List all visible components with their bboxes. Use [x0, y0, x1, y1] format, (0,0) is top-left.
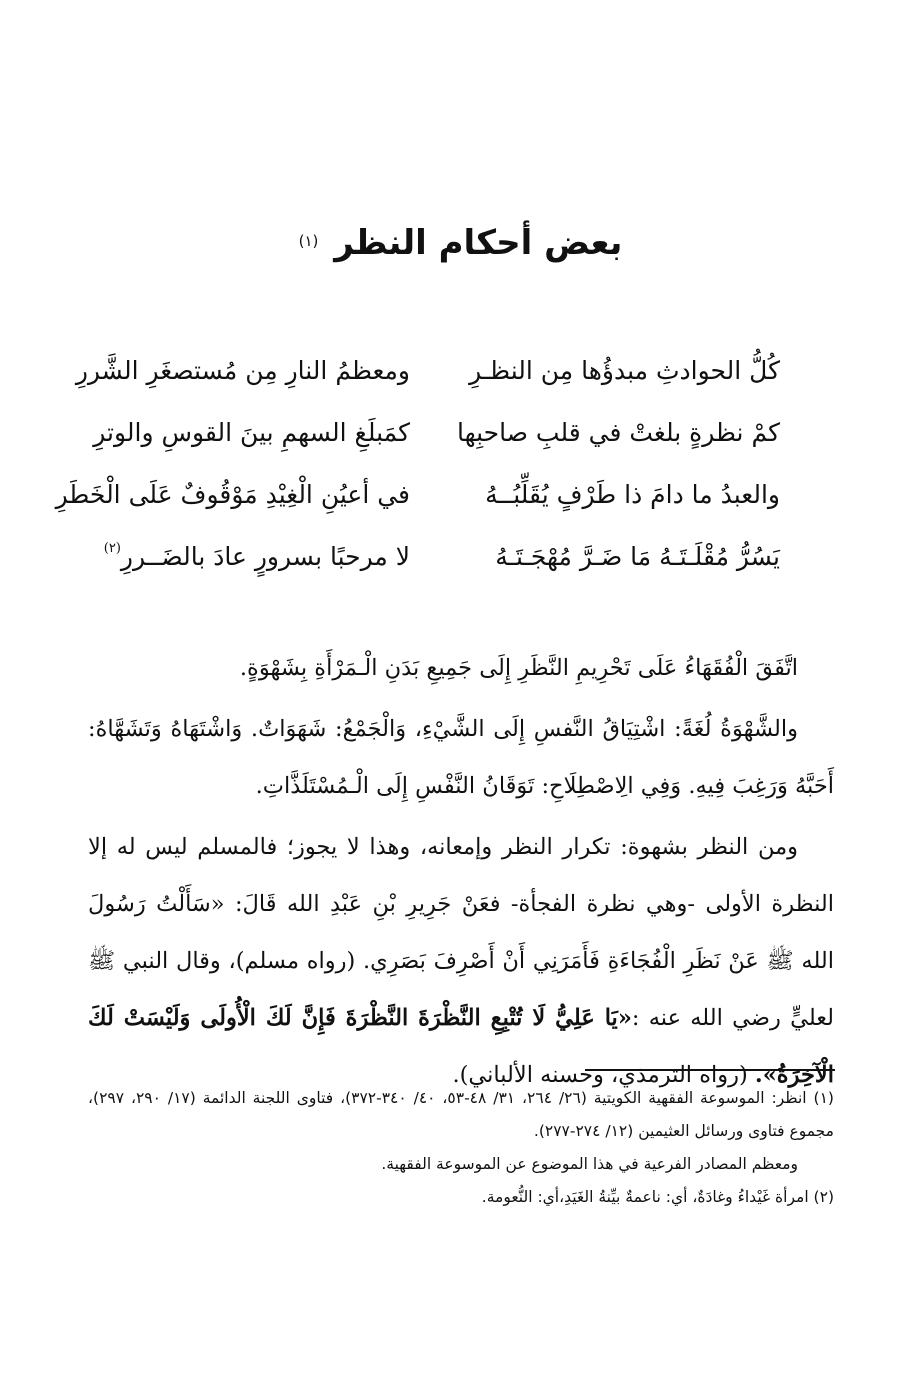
footnote-ref-1: (١) — [298, 232, 319, 250]
page-title-text: بعض أحكام النظر — [334, 223, 623, 263]
footnote-2: (٢) امرأة غَيْداءُ وغادَةٌ، أي: ناعمةٌ بيِّنةُ الغَيَدِ،أي: النُّعومة. — [481, 1188, 834, 1206]
verse-second-hemistich-text: لا مرحبًا بسرورٍ عادَ بالضَــررِ — [120, 542, 410, 571]
footnote-ref-2: (٢) — [103, 541, 121, 556]
footnote-1-continuation: ومعظم المصادر الفرعية في هذا الموضوع عن الموسوعة الفقهية. — [381, 1155, 798, 1173]
verse-second-hemistich: كمَبلَغِ السهمِ بينَ القوسِ والوترِ — [93, 418, 410, 447]
poem-verse — [103, 526, 780, 588]
hadith-quote: «يَا عَلِيُّ لَا تُتْبِعِ النَّظْرَةَ النَّظْرَةَ فَإِنَّ لَكَ الْأُولَى وَلَيْسَتْ لَكَ الْآخِرَةُ». — [88, 1005, 834, 1088]
paragraph-repeated-gaze — [88, 819, 834, 1104]
paragraph-text: ومن النظر بشهوة: تكرار النظر وإمعانه، وهذا لا يجوز؛ فالمسلم ليس له إلا النظرة الأولى -وهي نظرة الفجأة- فعَنْ جَرِيرِ بْنِ عَبْدِ الله قَالَ: «سَأَلْتُ رَسُولَ الله ﷺ عَنْ نَظَرِ الْفُجَاءَةِ فَأَمَرَنِي أَنْ أَصْرِفَ بَصَرِي. — [88, 834, 835, 974]
paragraph-definition: والشَّهْوَةُ لُغَةً: اشْتِيَاقُ النَّفسِ إِلَى الشَّيْءِ، وَالْجَمْعُ: شَهَوَاتٌ. وَاشْتَهَاهُ وَتَشَهَّاهُ: أَحَبَّهُ وَرَغِبَ فِيهِ. وَفِي الِاصْطِلَاحِ: تَوَقَانُ النَّفْسِ إِلَى الْـمُسْتَلَذَّاتِ. — [88, 716, 834, 799]
verse-first-hemistich: يَسُرُّ مُقْلَـتَـهُ مَا ضَـرَّ مُهْجَـتَـهُ — [495, 542, 780, 571]
footnotes — [88, 1082, 834, 1214]
verse-second-hemistich: ومعظمُ النارِ مِن مُستصغَرِ الشَّررِ — [75, 356, 410, 385]
verse-second-hemistich: في أعيُنِ الْغِيْدِ مَوْقُوفٌ عَلَى الْخَطَرِ — [55, 480, 410, 509]
paragraph-consensus: اتَّفَقَ الْفُقَهَاءُ عَلَى تَحْرِيمِ النَّظَرِ إِلَى جَمِيعِ بَدَنِ الْـمَرْأَةِ بِشَهْوَةٍ. — [239, 655, 798, 681]
poem-verse — [93, 402, 780, 464]
poem-verse — [55, 464, 780, 526]
footnote-divider — [585, 1069, 835, 1071]
verse-first-hemistich: كمْ نظرةٍ بلغتْ في قلبِ صاحبِها — [456, 418, 780, 447]
footnote-1: (١) انظر: الموسوعة الفقهية الكويتية (٢٦/ ٢٦٤، ٣١/ ٤٨-٥٣، ٤٠/ ٣٤٠-٣٧٢)، فتاوى اللجنة الدائمة (١٧/ ٢٩٠، ٢٩٧)، مجموع فتاوى ورسائل العثيمين (١٢/ ٢٧٤-٢٧٧). — [88, 1089, 834, 1140]
citation-muslim: (رواه مسلم)، وقال النبي ﷺ لعليٍّ رضي الله عنه : — [88, 948, 835, 1031]
page-title — [0, 218, 921, 268]
verse-second-hemistich — [104, 526, 410, 588]
verse-first-hemistich: والعبدُ ما دامَ ذا طَرْفٍ يُقَلِّبُــهُ — [485, 480, 780, 509]
poem — [55, 340, 780, 588]
poem-verse — [75, 340, 780, 402]
verse-first-hemistich: كُلُّ الحوادثِ مبدؤُها مِن النظـرِ — [469, 356, 780, 385]
body-text — [88, 640, 834, 1104]
citation-tirmidhi: (رواه الترمذي، وحسنه الألباني). — [452, 1062, 755, 1088]
